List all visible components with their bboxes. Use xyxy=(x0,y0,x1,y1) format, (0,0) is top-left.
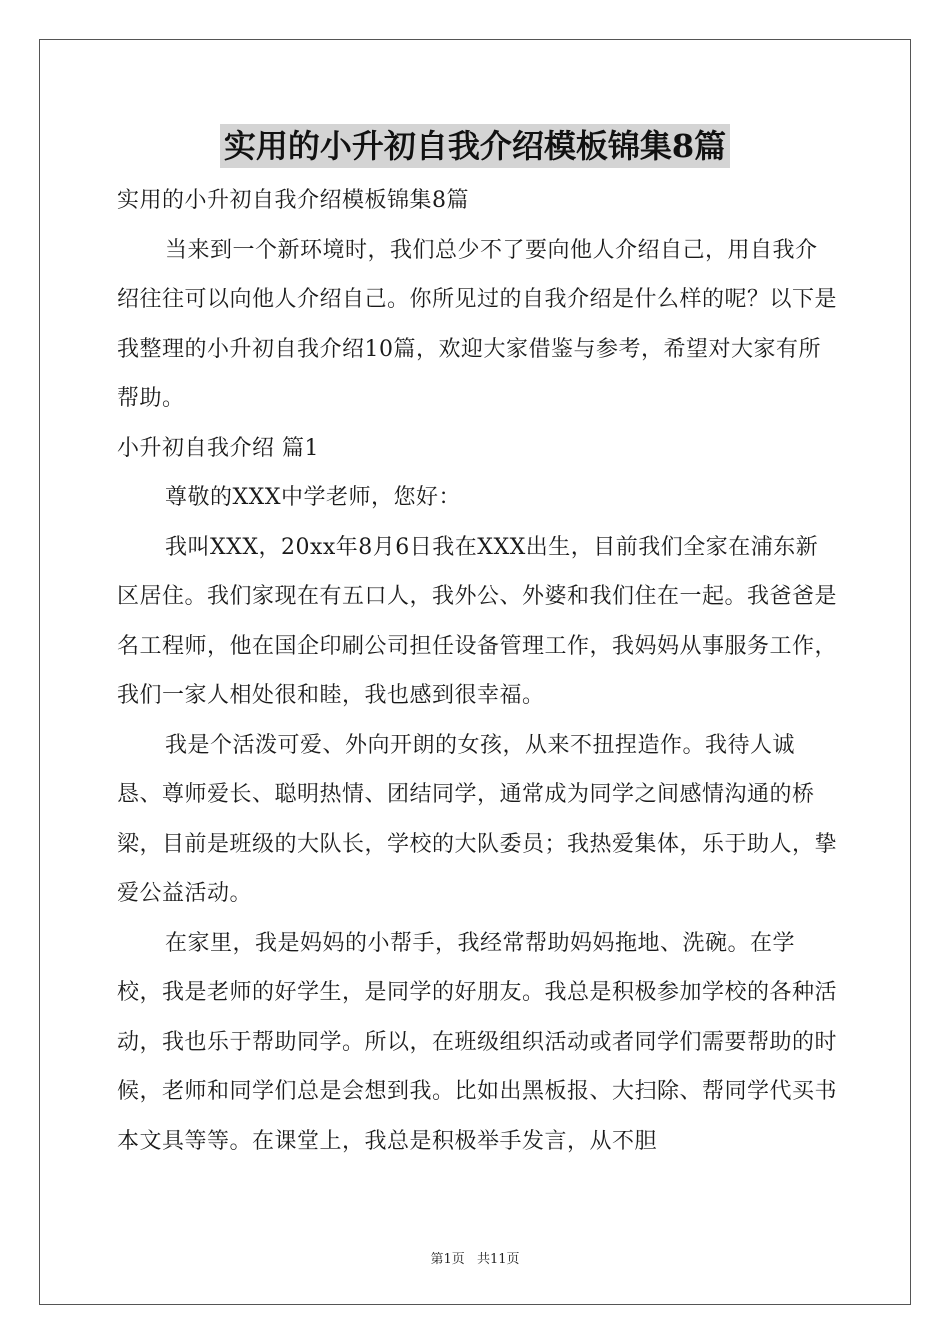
intro-paragraph: 当来到一个新环境时，我们总少不了要向他人介绍自己，用自我介绍往往可以向他人介绍自己。你所见过的自我介绍是什么样的呢？以下是我整理的小升初自我介绍10篇，欢迎大家借鉴与参考，希望对大家有所帮助。 xyxy=(117,237,838,411)
page-number: 第1页 xyxy=(430,1252,465,1267)
page-total: 共11页 xyxy=(476,1252,520,1267)
greeting-paragraph: 尊敬的XXX中学老师，您好： xyxy=(165,485,461,510)
section-heading: 小升初自我介绍 篇1 xyxy=(117,435,319,461)
body-paragraph-family: 我叫XXX，20xx年8月6日我在XXX出生，目前我们全家在浦东新区居住。我们家现在有五口人，我外公、外婆和我们住在一起。我爸爸是名工程师，他在国企印刷公司担任设备管理工作，我妈妈从事服务工作，我们一家人相处很和睦，我也感到很幸福。 xyxy=(117,534,838,708)
page-footer xyxy=(0,1248,950,1267)
title-container xyxy=(0,124,950,168)
document-body xyxy=(117,176,837,1166)
body-paragraph-home-school: 在家里，我是妈妈的小帮手，我经常帮助妈妈拖地、洗碗。在学校，我是老师的好学生，是同学的好朋友。我总是积极参加学校的各种活动，我也乐于帮助同学。所以，在班级组织活动或者同学们需要帮助的时候，老师和同学们总是会想到我。比如出黑板报、大扫除、帮同学代买书本文具等等。在课堂上，我总是积极举手发言，从不胆 xyxy=(117,930,838,1154)
body-paragraph-personality: 我是个活泼可爱、外向开朗的女孩，从来不扭捏造作。我待人诚恳、尊师爱长、聪明热情、团结同学，通常成为同学之间感情沟通的桥梁，目前是班级的大队长，学校的大队委员；我热爱集体，乐于助人，挚爱公益活动。 xyxy=(117,732,838,906)
subtitle-line: 实用的小升初自我介绍模板锦集8篇 xyxy=(117,188,469,213)
document-title: 实用的小升初自我介绍模板锦集8篇 xyxy=(220,124,730,168)
